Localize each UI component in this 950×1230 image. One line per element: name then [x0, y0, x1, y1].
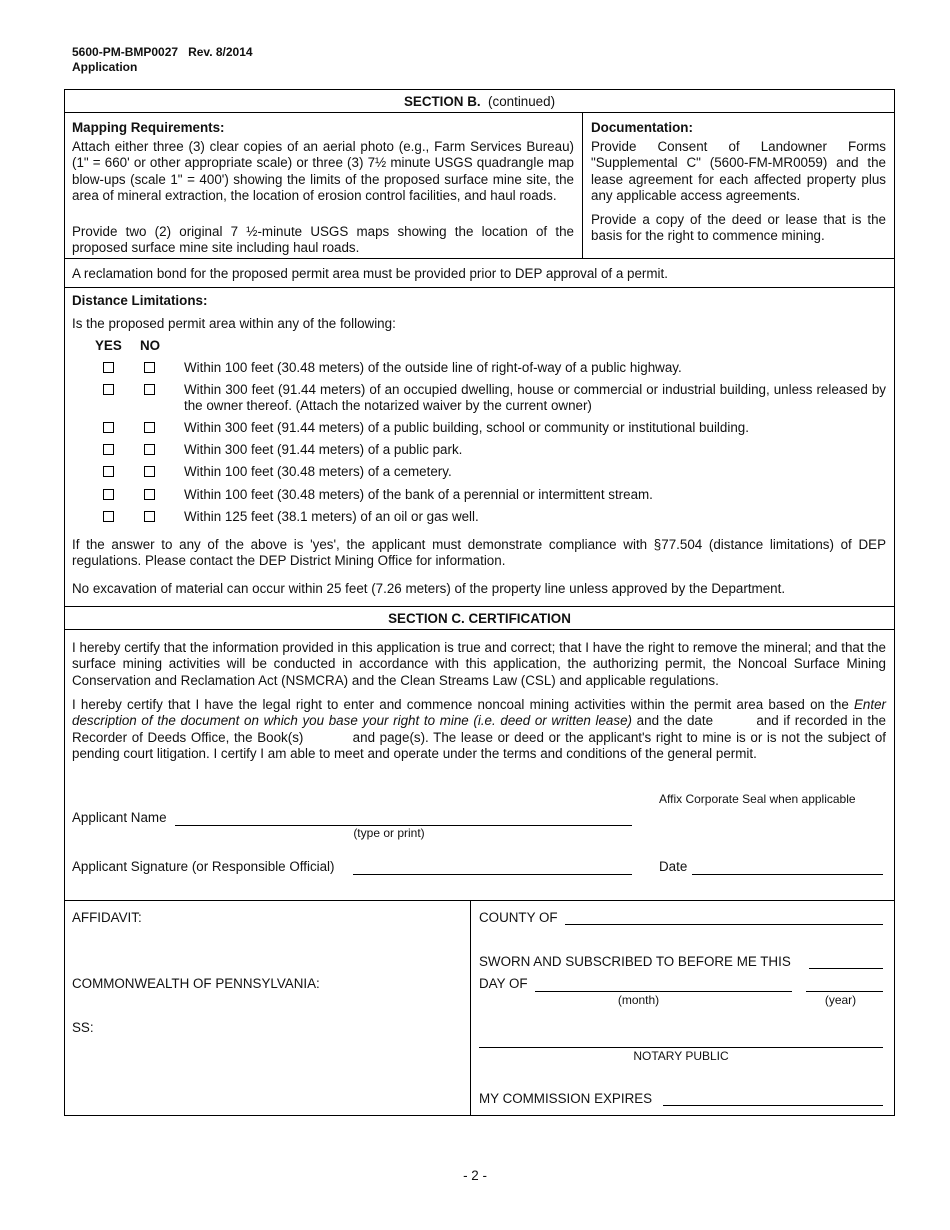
form-revision: Rev. 8/2014 [188, 45, 253, 59]
date-field[interactable] [692, 874, 883, 875]
certification-paragraph-2: I hereby certify that I have the legal right to enter and commence noncoal mining activities within the permit area based on the Enter description of the document on which you base your right to mine (i.e. deed or written lease) and the date and if recorded in the Recorder of Deeds Office, the Book(s) and page(s). The lease or deed or the applicant's right to mine is or is not the subject of pending court litigation. I certify I am able to meet and operate under the terms and conditions of the general permit. [72, 697, 887, 761]
distance-item: Within 125 feet (38.1 meters) of an oil or gas well. [184, 509, 479, 524]
section-c-title: SECTION C. CERTIFICATION [388, 611, 571, 626]
mapping-paragraph-1: Attach either three (3) clear copies of an aerial photo (e.g., Farm Services Bureau) (1" = 660' or other appropriate scale) or three (3) 7½ minute USGS quadrangle map blow-ups (scale 1" = 400') showing the limits of the proposed surface mine site, the area of mineral extraction, the location of erosion control facilities, and haul roads. [72, 139, 574, 203]
ss-label: SS: [72, 1020, 94, 1035]
yes-checkbox[interactable] [103, 511, 114, 522]
documentation-paragraph-1: Provide Consent of Landowner Forms "Supplemental C" (5600-FM-MR0059) and the lease agreement for each affected property plus any applicable access agreements. [591, 139, 886, 203]
sworn-day-field[interactable] [809, 968, 883, 969]
no-checkbox[interactable] [144, 466, 155, 477]
no-checkbox[interactable] [144, 422, 155, 433]
lease-or-deed-dropdown[interactable]: lease or deed [460, 729, 544, 745]
form-header [72, 45, 253, 75]
excavation-note: No excavation of material can occur within 25 feet (7.26 meters) of the property line unless approved by the Department. [72, 581, 786, 596]
distance-item: Within 300 feet (91.44 meters) of an occupied dwelling, house or commercial or industrial building, unless released by the owner thereof. (Attach the notarized waiver by the current owner) [184, 382, 886, 414]
form-doc-type: Application [72, 60, 138, 74]
county-field[interactable] [565, 924, 883, 925]
type-or-print-hint: (type or print) [353, 826, 425, 840]
yes-checkbox[interactable] [103, 422, 114, 433]
notary-signature-field[interactable] [479, 1047, 883, 1048]
mapping-heading: Mapping Requirements: [72, 120, 225, 135]
certification-paragraph-1: I hereby certify that the information provided in this application is true and correct; that I have the right to remove the mineral; and that the surface mining activities will be conducted in accordance with this application, the authorizing permit, the Noncoal Surface Mining Conservation and Reclamation Act (NSMCRA) and the Clean Streams Law (CSL) and applicable regulations. [72, 640, 886, 688]
no-column-label: NO [140, 338, 161, 353]
documentation-heading: Documentation: [591, 120, 693, 135]
distance-heading: Distance Limitations: [72, 293, 208, 308]
divider [64, 606, 895, 607]
bond-note: A reclamation bond for the proposed permit area must be provided prior to DEP approval of a permit. [72, 266, 668, 281]
mapping-paragraph-2: Provide two (2) original 7 ½-minute USGS maps showing the location of the proposed surface mine site including haul roads. [72, 224, 574, 256]
no-checkbox[interactable] [144, 384, 155, 395]
commonwealth-label: COMMONWEALTH OF PENNSYLVANIA: [72, 976, 320, 991]
year-hint: (year) [824, 993, 857, 1007]
distance-item: Within 300 feet (91.44 meters) of a public park. [184, 442, 463, 457]
divider [64, 287, 895, 288]
sworn-label: SWORN AND SUBSCRIBED TO BEFORE ME THIS [479, 954, 791, 969]
yes-column-label: YES [95, 338, 122, 353]
applicant-name-label: Applicant Name [72, 810, 167, 825]
no-checkbox[interactable] [144, 362, 155, 373]
divider [64, 258, 895, 259]
yes-checkbox[interactable] [103, 444, 114, 455]
signature-label: Applicant Signature (or Responsible Official) [72, 859, 335, 874]
seal-note: Affix Corporate Seal when applicable [659, 792, 856, 806]
distance-item: Within 100 feet (30.48 meters) of a cemetery. [184, 464, 452, 479]
yes-checkbox[interactable] [103, 362, 114, 373]
distance-item: Within 100 feet (30.48 meters) of the bank of a perennial or intermittent stream. [184, 487, 653, 502]
commission-expires-field[interactable] [663, 1105, 883, 1106]
right-to-mine-document-field[interactable]: Enter description of the document on which you base your right to mine (i.e. deed or written lease) [72, 697, 886, 729]
distance-item: Within 100 feet (30.48 meters) of the outside line of right-of-way of a public highway. [184, 360, 682, 375]
notary-public-label: NOTARY PUBLIC [633, 1049, 729, 1063]
section-b-title: SECTION B. (continued) [403, 94, 556, 109]
county-label: COUNTY OF [479, 910, 558, 925]
distance-item: Within 300 feet (91.44 meters) of a public building, school or community or institutional building. [184, 420, 749, 435]
no-checkbox[interactable] [144, 511, 155, 522]
year-field[interactable] [806, 991, 883, 992]
divider [64, 629, 895, 630]
day-of-label: DAY OF [479, 976, 528, 991]
yes-checkbox[interactable] [103, 489, 114, 500]
column-divider [470, 901, 471, 1116]
page-number: - 2 - [463, 1168, 487, 1183]
column-divider [582, 113, 583, 259]
affidavit-label: AFFIDAVIT: [72, 910, 142, 925]
yes-checkbox[interactable] [103, 384, 114, 395]
month-field[interactable] [535, 991, 792, 992]
no-checkbox[interactable] [144, 489, 155, 500]
divider [64, 112, 895, 113]
date-label: Date [659, 859, 688, 874]
signature-field[interactable] [353, 874, 632, 875]
yes-checkbox[interactable] [103, 466, 114, 477]
divider [64, 900, 895, 901]
form-number: 5600-PM-BMP0027 [72, 45, 179, 59]
distance-question: Is the proposed permit area within any of the following: [72, 316, 396, 331]
documentation-paragraph-2: Provide a copy of the deed or lease that is the basis for the right to commence mining. [591, 212, 886, 244]
commission-label: MY COMMISSION EXPIRES [479, 1091, 653, 1106]
month-hint: (month) [617, 993, 660, 1007]
no-checkbox[interactable] [144, 444, 155, 455]
compliance-note: If the answer to any of the above is 'yes', the applicant must demonstrate compliance with §77.504 (distance limitations) of DEP regulations. Please contact the DEP District Mining Office for information. [72, 537, 886, 569]
is-or-is-not-dropdown[interactable]: is or is not [736, 729, 800, 745]
